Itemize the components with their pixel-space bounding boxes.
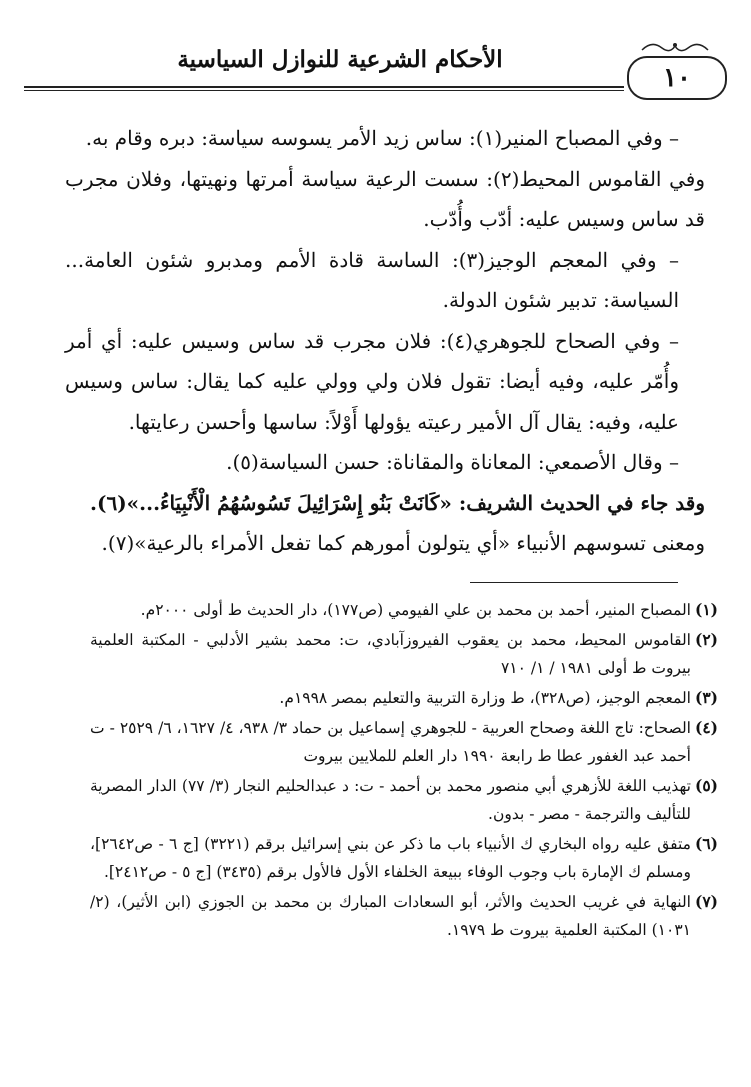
header-rule-thin: [24, 90, 624, 91]
footnotes: [90, 596, 718, 946]
footnote-text: النهاية في غريب الحديث والأثر، أبو السعادات المبارك بن محمد بن الجوزي (ابن الأثير)، (٢/ ١٠٣١) المكتبة العلمية بيروت ط ١٩٧٩.: [90, 893, 691, 939]
footnote: [90, 888, 718, 944]
paragraph: – وفي الصحاح للجوهري(٤): فلان مجرب قد ساس وسيس عليه: أي أمر وأُمّر عليه، وفيه أيضا: تقول فلان ولي وولي عليه كما يقال: ساس وسيس عليه، وفيه: يقال آل الأمير رعيته يؤولها أَوْلاً: ساسها وأحسن رعايتها.: [65, 328, 679, 434]
footnote-separator: [470, 582, 678, 583]
paragraph: ومعنى تسوسهم الأنبياء «أي يتولون أمورهم كما تفعل الأمراء بالرعية»(٧).: [101, 531, 705, 555]
footnote-text: الصحاح: تاج اللغة وصحاح العربية - للجوهري إسماعيل بن حماد ٣/ ٩٣٨، ٤/ ١٦٢٧، ٦/ ٢٥٢٩ - ت أحمد عبد الغفور عطا ط رابعة ١٩٩٠ دار العلم للملايين بيروت: [90, 719, 691, 765]
paragraph: – وفي المعجم الوجيز(٣): الساسة قادة الأمم ومدبرو شئون العامة... السياسة: تدبير شئون الدولة.: [65, 247, 679, 312]
footnote: [90, 830, 718, 886]
footnote: [90, 684, 718, 712]
footnote-number: (١): [694, 600, 718, 619]
footnote: [90, 772, 718, 828]
footnote-number: (٧): [694, 892, 718, 911]
footnote-number: (٦): [694, 834, 718, 853]
running-header-title: الأحكام الشرعية للنوازل السياسية: [177, 46, 503, 73]
footnote-text: متفق عليه رواه البخاري ك الأنبياء باب ما ذكر عن بني إسرائيل برقم (٣٢٢١) [ج ٦ - ص٢٦٤٢]، ومسلم ك الإمارة باب وجوب الوفاء ببيعة الخلفاء الأول فالأول برقم (٣٤٣٥) [ج ٥ - ص٢٤١٢].: [90, 835, 691, 881]
footnote: [90, 596, 718, 624]
paragraph: – وقال الأصمعي: المعاناة والمقاناة: حسن السياسة(٥).: [226, 450, 679, 474]
paragraph-hadith: وقد جاء في الحديث الشريف: «كَانَتْ بَنُو إِسْرَائِيلَ تَسُوسُهُمُ الْأَنْبِيَاءُ...»(٦).: [90, 490, 705, 515]
footnote-number: (٤): [694, 718, 718, 737]
footnote: [90, 714, 718, 770]
footnote-text: المعجم الوجيز، (ص٣٢٨)، ط وزارة التربية والتعليم بمصر ١٩٩٨م.: [279, 689, 691, 707]
footnote-text: المصباح المنير، أحمد بن محمد بن علي الفيومي (ص١٧٧)، دار الحديث ط أولى ٢٠٠٠م.: [140, 601, 691, 619]
footnote-number: (٥): [694, 776, 718, 795]
footnote-number: (٣): [694, 688, 718, 707]
footnote-text: القاموس المحيط، محمد بن يعقوب الفيروزآبادي، ت: محمد بشير الأدلبي - المكتبة العلمية بيروت ط أولى ١٩٨١ / ١/ ٧١٠: [90, 631, 691, 677]
ornament-icon: [640, 40, 710, 54]
footnote-number: (٢): [694, 630, 718, 649]
header-rule: [24, 86, 624, 88]
footnote: [90, 626, 718, 682]
page-number: ١٠: [627, 56, 727, 100]
main-text: [65, 118, 705, 564]
paragraph: – وفي المصباح المنير(١): ساس زيد الأمر يسوسه سياسة: دبره وقام به.: [85, 126, 679, 150]
footnote-text: تهذيب اللغة للأزهري أبي منصور محمد بن أحمد - ت: د عبدالحليم النجار (٣/ ٧٧) الدار المصرية للتأليف والترجمة - مصر - بدون.: [90, 777, 691, 823]
paragraph: وفي القاموس المحيط(٢): سست الرعية سياسة أمرتها ونهيتها، وفلان مجرب قد ساس وسيس عليه: أدّب وأُدّب.: [65, 166, 705, 231]
